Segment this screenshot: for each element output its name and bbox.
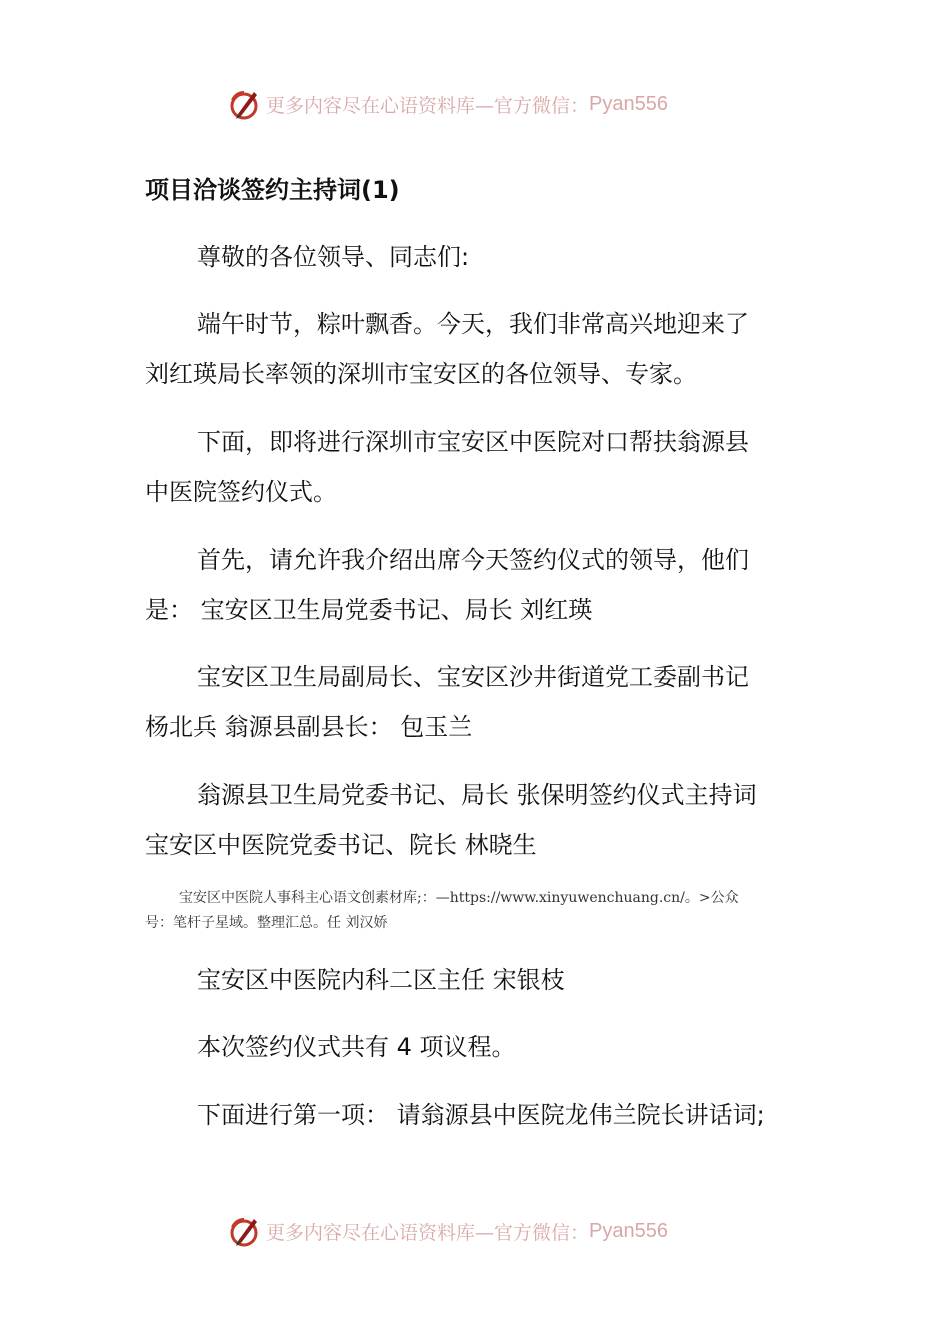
header-banner <box>226 84 668 124</box>
paragraph-ceremony <box>145 417 810 517</box>
paragraph-first-item <box>145 1090 810 1140</box>
quill-pen-logo-icon <box>226 86 262 122</box>
footer-banner <box>226 1211 668 1251</box>
paragraph-intro <box>145 299 810 399</box>
paragraph-line: 中医院签约仪式。 <box>145 478 337 506</box>
header-banner-text: 更多内容尽在心语资料库—官方微信： <box>266 94 590 117</box>
page-title: 项目洽谈签约主持词(1) <box>145 176 400 204</box>
paragraph-line: 宝安区卫生局副局长、宝安区沙井街道党工委副书记 <box>197 663 749 691</box>
watermark-note <box>145 886 810 936</box>
footer-banner-text: 更多内容尽在心语资料库—官方微信： <box>266 1221 590 1244</box>
paragraph-greeting <box>145 232 810 282</box>
paragraph-line: 端午时节，粽叶飘香。今天，我们非常高兴地迎来了 <box>197 310 749 338</box>
paragraph-leaders-2 <box>145 652 810 752</box>
paragraph-leaders-3 <box>145 770 810 870</box>
paragraph-line: 下面，即将进行深圳市宝安区中医院对口帮扶翁源县 <box>197 428 749 456</box>
paragraph-line: 杨北兵 翁源县副县长： 包玉兰 <box>145 713 473 741</box>
paragraph-line: 宝安区中医院党委书记、院长 林晓生 <box>145 831 537 859</box>
paragraph-agenda <box>145 1022 810 1072</box>
paragraph-line: 是： 宝安区卫生局党委书记、局长 刘红瑛 <box>145 596 593 624</box>
note-line: 号：笔杆子星域。整理汇总。任 刘汉娇 <box>145 915 388 931</box>
footer-banner-code: Pyan556 <box>589 1219 668 1242</box>
paragraph-line: 下面进行第一项： 请翁源县中医院龙伟兰院长讲话词; <box>197 1101 765 1129</box>
quill-pen-logo-icon <box>226 1213 262 1249</box>
paragraph-line: 尊敬的各位领导、同志们: <box>197 243 470 271</box>
paragraph-line: 宝安区中医院内科二区主任 宋银枝 <box>197 966 565 994</box>
paragraph-line: 刘红瑛局长率领的深圳市宝安区的各位领导、专家。 <box>145 360 697 388</box>
paragraph-line: 本次签约仪式共有 4 项议程。 <box>197 1033 516 1061</box>
paragraph-line: 首先，请允许我介绍出席今天签约仪式的领导，他们 <box>197 546 749 574</box>
note-line: 宝安区中医院人事科主心语文创素材库;：—https://www.xinyuwenchuang.cn/。>公众 <box>179 890 739 906</box>
paragraph-leaders <box>145 535 810 635</box>
header-banner-code: Pyan556 <box>589 92 668 115</box>
paragraph-director <box>145 955 810 1005</box>
paragraph-line: 翁源县卫生局党委书记、局长 张保明签约仪式主持词 <box>197 781 757 809</box>
